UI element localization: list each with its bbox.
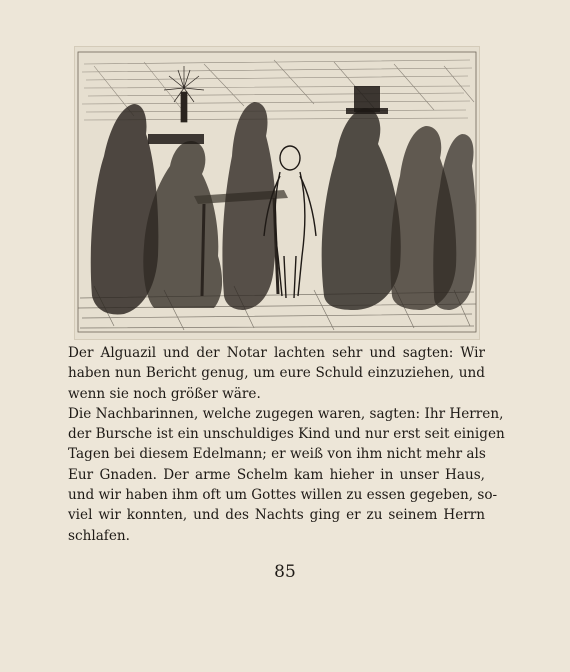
text-line: Der Alguazil und der Notar lachten sehr und sagten: Wir	[68, 345, 485, 361]
etching-illustration	[74, 46, 480, 340]
etching-illustration-icon	[74, 46, 480, 340]
body-text	[68, 343, 505, 546]
text-line: Die Nachbarinnen, welche zugegen waren, sagten: Ihr Herren,	[68, 405, 504, 422]
text-line: wenn sie noch größer wäre.	[68, 385, 261, 402]
page-number: 85	[274, 562, 296, 582]
text-line: Eur Gnaden. Der arme Schelm kam hieher in unser Haus,	[68, 466, 485, 483]
text-line: viel wir konnten, und des Nachts ging er zu seinem Herrn	[68, 507, 485, 524]
text-line: der Bursche ist ein unschuldiges Kind und nur erst seit einigen	[68, 426, 505, 443]
text-line: haben nun Bericht genug, um eure Schuld einzuziehen, und	[68, 365, 485, 382]
text-line: schlafen.	[68, 527, 130, 544]
text-line: und wir haben ihm oft um Gottes willen zu essen gegeben, so-	[68, 487, 498, 504]
text-line: Tagen bei diesem Edelmann; er weiß von ihm nicht mehr als	[68, 446, 486, 463]
